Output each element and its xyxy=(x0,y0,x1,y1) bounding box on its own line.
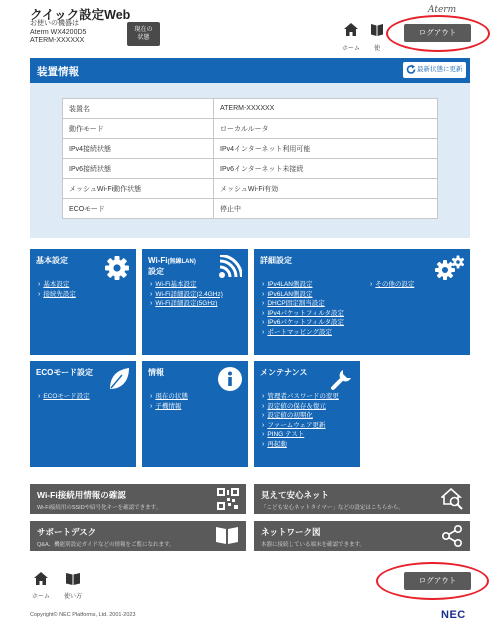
house-search-icon xyxy=(441,488,463,510)
link-basic[interactable]: 基本設定 xyxy=(43,281,70,288)
device-info-header xyxy=(30,58,470,83)
nec-logo: NEC xyxy=(441,609,466,621)
home-button[interactable] xyxy=(340,22,362,50)
link-clients[interactable]: 子機情報 xyxy=(155,402,182,410)
tile-title-c: 設定 xyxy=(148,267,164,276)
table-row xyxy=(63,99,438,119)
refresh-button[interactable] xyxy=(403,62,466,78)
home-icon xyxy=(33,571,49,586)
tile-title-b: (無線LAN) xyxy=(167,259,196,265)
wifi-icon xyxy=(218,255,242,279)
list-item[interactable] xyxy=(38,290,76,300)
tile-eco-settings xyxy=(30,361,136,467)
link-ping[interactable]: PING テスト xyxy=(267,431,305,438)
bar-title: ネットワーク図 xyxy=(261,527,321,537)
list-item[interactable] xyxy=(150,392,188,402)
link-current-status[interactable]: 現在の状態 xyxy=(155,393,188,400)
bar-title: 見えて安心ネット xyxy=(261,490,330,500)
bar-subtitle: 本器に接続している端末を確認できます。 xyxy=(261,542,366,548)
list-item[interactable] xyxy=(150,290,223,300)
detail-links xyxy=(262,280,344,337)
home-label: ホーム xyxy=(31,594,50,600)
list-item[interactable] xyxy=(262,328,344,338)
link-connection[interactable]: 接続先設定 xyxy=(43,290,76,298)
link-wifi-24[interactable]: Wi-Fi詳細設定(2.4GHz) xyxy=(155,290,223,298)
list-item[interactable] xyxy=(262,411,339,421)
list-item[interactable] xyxy=(150,402,188,412)
wrench-icon xyxy=(330,367,354,391)
row-value: IPv6インターネット未接続 xyxy=(214,159,438,179)
book-icon xyxy=(65,571,81,586)
tile-information xyxy=(142,361,248,467)
link-dhcp[interactable]: DHCP固定割当設定 xyxy=(267,300,325,307)
link-ipv6-filter[interactable]: IPv6パケットフィルタ設定 xyxy=(267,319,345,326)
qr-code-icon xyxy=(217,488,239,510)
tile-title-a: Wi-Fi xyxy=(148,256,168,265)
detail-links-2 xyxy=(370,280,414,290)
tile-title: メンテナンス xyxy=(260,368,308,377)
link-backup[interactable]: 設定値の保存＆復元 xyxy=(267,402,326,410)
table-row xyxy=(63,179,438,199)
home-icon xyxy=(343,22,359,37)
device-info xyxy=(30,20,86,46)
list-item[interactable] xyxy=(150,299,223,309)
footer xyxy=(0,562,500,634)
tile-title: 情報 xyxy=(148,368,164,377)
list-item[interactable] xyxy=(262,290,344,300)
info-links xyxy=(150,392,188,411)
help-button[interactable] xyxy=(367,22,387,50)
tile-title: 基本設定 xyxy=(36,256,68,265)
status-button-line1: 現在の xyxy=(134,27,153,33)
list-item[interactable] xyxy=(262,402,339,412)
tile-basic-settings xyxy=(30,249,136,355)
device-model: Aterm WX4200D5 xyxy=(30,28,87,36)
table-row xyxy=(63,199,438,219)
row-key: 動作モード xyxy=(63,119,214,139)
tile-title xyxy=(148,256,196,277)
tile-title: 詳細設定 xyxy=(260,256,292,265)
list-item[interactable] xyxy=(262,421,339,431)
list-item[interactable] xyxy=(262,440,339,450)
link-ipv6-lan[interactable]: IPv6LAN側設定 xyxy=(267,290,313,298)
help-label: 使 xyxy=(373,46,380,52)
row-key: メッシュWi-Fi動作状態 xyxy=(63,179,214,199)
list-item[interactable] xyxy=(150,280,223,290)
aterm-logo: Aterm xyxy=(428,5,457,15)
link-password[interactable]: 管理者パスワードの変更 xyxy=(267,393,339,400)
maintenance-links xyxy=(262,392,339,449)
row-key: ECOモード xyxy=(63,199,214,219)
row-key: 装置名 xyxy=(63,99,214,119)
footer-help-button[interactable] xyxy=(62,571,84,600)
refresh-icon xyxy=(406,64,416,75)
app-title: クイック設定Web xyxy=(30,8,131,22)
bar-title: Wi-Fi接続用情報の確認 xyxy=(37,490,126,500)
table-row xyxy=(63,159,438,179)
device-info-table xyxy=(62,98,438,219)
list-item[interactable] xyxy=(38,280,76,290)
list-item[interactable] xyxy=(262,392,339,402)
open-book-icon xyxy=(215,525,239,545)
leaf-icon xyxy=(108,367,130,391)
row-value: ローカルルータ xyxy=(214,119,438,139)
eco-links xyxy=(38,392,90,402)
footer-logout-button[interactable]: ログアウト xyxy=(404,572,471,590)
footer-home-button[interactable] xyxy=(31,571,51,600)
table-row xyxy=(63,139,438,159)
copyright: Copyright© NEC Platforms, Ltd. 2001-2023 xyxy=(30,612,136,618)
bar-subtitle: Q&A、機能別設定ガイドなどの情報をご覧になれます。 xyxy=(37,542,175,548)
tile-maintenance xyxy=(254,361,360,467)
link-ipv4-lan[interactable]: IPv4LAN側設定 xyxy=(267,281,313,288)
basic-links xyxy=(38,280,76,299)
gear-icon xyxy=(104,255,130,281)
link-port-mapping[interactable]: ポートマッピング設定 xyxy=(267,328,332,336)
gears-icon xyxy=(434,255,464,281)
link-reboot[interactable]: 再起動 xyxy=(267,440,287,448)
list-item[interactable] xyxy=(370,280,414,290)
list-item[interactable] xyxy=(262,299,344,309)
status-button-line2: 状態 xyxy=(137,35,150,41)
link-reset[interactable]: 設定値の初期化 xyxy=(267,412,313,419)
current-status-button[interactable] xyxy=(127,22,160,46)
row-value: ATERM-XXXXXX xyxy=(214,99,438,119)
list-item[interactable] xyxy=(38,392,90,402)
home-label: ホーム xyxy=(341,46,360,52)
refresh-label: 最新状態に更新 xyxy=(417,66,463,73)
network-icon xyxy=(441,525,463,547)
list-item[interactable] xyxy=(262,280,344,290)
list-item[interactable] xyxy=(262,318,344,328)
link-wifi-basic[interactable]: Wi-Fi基本設定 xyxy=(155,281,197,288)
link-firmware[interactable]: ファームウェア更新 xyxy=(267,421,326,429)
tile-detail-settings xyxy=(254,249,470,355)
bar-subtitle: 「こども安心ネットタイマー」などの設定はこちらから。 xyxy=(261,505,404,511)
tile-wifi-settings xyxy=(142,249,248,355)
row-value: 停止中 xyxy=(214,199,438,219)
link-ipv4-filter[interactable]: IPv4パケットフィルタ設定 xyxy=(267,309,345,317)
bar-subtitle: Wi-Fi接続用のSSIDや暗号化キーを確認できます。 xyxy=(37,505,162,511)
help-label: 使い方 xyxy=(63,594,82,600)
device-info-title: 装置情報 xyxy=(37,66,79,78)
bar-title: サポートデスク xyxy=(37,527,97,537)
header xyxy=(0,0,500,58)
wifi-links xyxy=(150,280,223,309)
wifi-info-bar[interactable] xyxy=(30,484,246,514)
row-value: IPv4インターネット利用可能 xyxy=(214,139,438,159)
mieru-net-bar[interactable] xyxy=(254,484,470,514)
link-wifi-5[interactable]: Wi-Fi詳細設定(5GHz) xyxy=(155,300,218,307)
info-icon xyxy=(218,367,242,391)
link-eco[interactable]: ECOモード設定 xyxy=(43,393,90,400)
support-desk-bar[interactable] xyxy=(30,521,246,551)
tile-title: ECOモード設定 xyxy=(36,368,94,377)
book-icon xyxy=(370,22,384,37)
device-line: お使いの機器は xyxy=(30,20,79,27)
list-item[interactable] xyxy=(262,309,344,319)
table-row xyxy=(63,119,438,139)
device-name: ATERM-XXXXXX xyxy=(30,37,85,44)
row-key: IPv6接続状態 xyxy=(63,159,214,179)
logout-button[interactable]: ログアウト xyxy=(404,24,471,42)
row-key: IPv4接続状態 xyxy=(63,139,214,159)
list-item[interactable] xyxy=(262,430,339,440)
device-info-panel xyxy=(30,83,470,238)
row-value: メッシュWi-Fi有効 xyxy=(214,179,438,199)
link-other[interactable]: その他の設定 xyxy=(375,281,415,288)
network-map-bar[interactable] xyxy=(254,521,470,551)
